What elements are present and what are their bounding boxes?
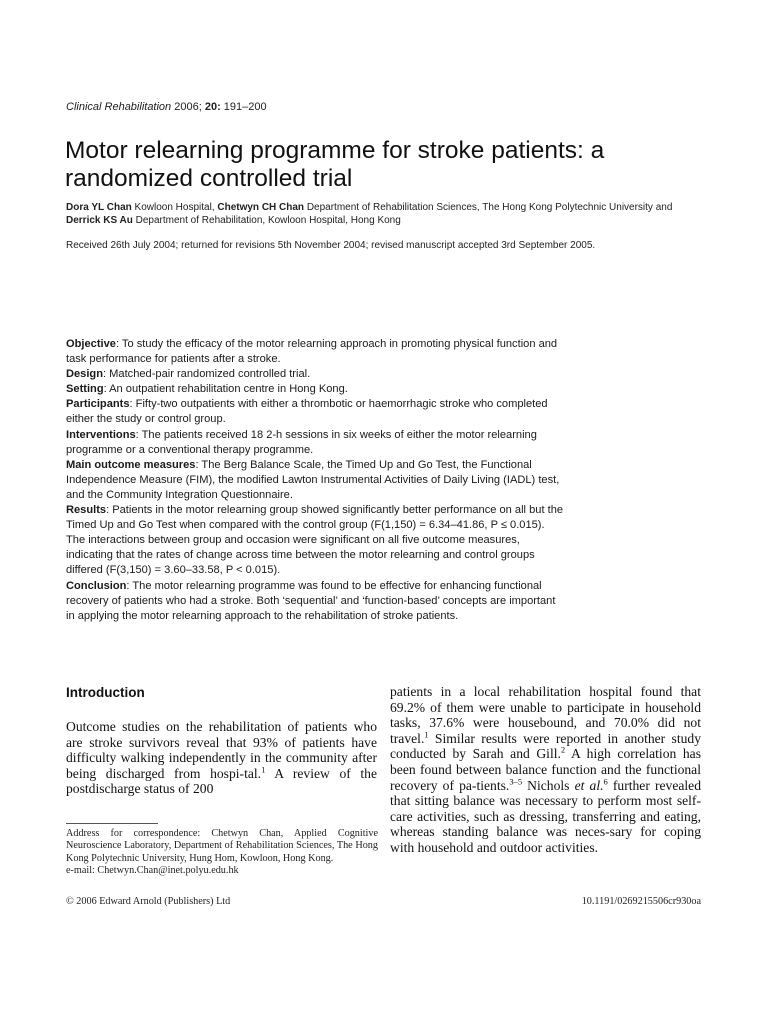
author-name: Derrick KS Au bbox=[66, 215, 133, 226]
citation-ref: 6 bbox=[603, 776, 608, 787]
citation-ref: 3–5 bbox=[509, 776, 523, 787]
abstract-label: Participants bbox=[66, 398, 130, 411]
abstract-conclusion bbox=[66, 579, 566, 624]
author-affiliation: Kowloon Hospital, bbox=[131, 202, 218, 213]
body-text: Outcome studies on the rehabilitation of patients who are stroke survivors reveal that 93% of patients have difficulty walking independently in the community after being discharged from hospi-tal. bbox=[66, 719, 377, 781]
citation-ref: 2 bbox=[560, 744, 566, 755]
abstract-text: : An outpatient rehabilitation centre in Hong Kong. bbox=[103, 383, 348, 396]
author-list bbox=[66, 201, 706, 227]
abstract-text: : The motor relearning programme was found to be effective for enhancing functional recovery of patients who had a stroke. Both ‘sequential’ and ‘function-based’ concepts are important in applying the motor relearning approach to the rehabilitation of stroke patients. bbox=[66, 579, 556, 622]
journal-pages: 191–200 bbox=[223, 101, 267, 113]
journal-volume: 20: bbox=[204, 101, 221, 113]
abstract-text: : The Berg Balance Scale, the Timed Up and Go Test, the Functional Independence Measure (FIM), the modified Lawton Instrumental Activities of Daily Living (IADL) test, and the Community Integration Questionnaire. bbox=[66, 458, 560, 501]
abstract-text: : Fifty-two outpatients with either a thrombotic or haemorrhagic stroke who completed either the study or control group. bbox=[66, 398, 548, 426]
correspondence-email: e-mail: Chetwyn.Chan@inet.polyu.edu.hk bbox=[66, 865, 239, 877]
abstract-label: Main outcome measures bbox=[66, 458, 196, 471]
abstract-interventions bbox=[66, 428, 566, 458]
abstract-setting bbox=[66, 382, 566, 397]
body-text: A review of the postdischarge status of 200 bbox=[66, 765, 378, 797]
section-heading-introduction: Introduction bbox=[66, 685, 145, 700]
abstract-text: : Patients in the motor relearning group showed significantly better performance on all but the Timed Up and Go Test when compared with the control group (F(1,150) = 6.34–41.86, P ≤ 0.015). The interactions between group and occasion were significant on all five outcome measures, indicating that the rates of change across time between the motor relearning and control groups differed (F(3,150) = 3.60–33.58, P < 0.015). bbox=[66, 504, 564, 577]
abstract-label: Design bbox=[66, 368, 103, 381]
body-paragraph bbox=[66, 719, 377, 797]
abstract-results bbox=[66, 503, 566, 578]
body-text: A high correlation has been found between balance function and the functional recovery of pa-tients. bbox=[390, 746, 701, 793]
footnote-divider bbox=[66, 823, 158, 824]
body-paragraph bbox=[390, 684, 701, 856]
abstract-label: Results bbox=[66, 504, 107, 517]
abstract-text: : The patients received 18 2-h sessions in six weeks of either the motor relearning programme or a conventional therapy programme. bbox=[66, 428, 537, 456]
body-text: Similar results were reported in another study conducted by Sarah and Gill. bbox=[390, 730, 701, 762]
abstract-text: : Matched-pair randomized controlled trial. bbox=[103, 368, 311, 381]
et-al: et al. bbox=[574, 777, 604, 793]
citation-ref: 1 bbox=[424, 729, 429, 740]
body-text: Nichols bbox=[522, 777, 575, 793]
abstract bbox=[66, 337, 566, 624]
citation-ref: 1 bbox=[261, 764, 266, 775]
article-title: Motor relearning programme for stroke patients: a randomized controlled trial bbox=[65, 137, 605, 192]
abstract-label: Conclusion bbox=[66, 579, 127, 592]
body-text: further revealed that sitting balance was necessary to perform most self-care activities, such as dressing, transferring and eating, whereas standing balance was neces-sary for coping with household and outdoor activities. bbox=[390, 777, 701, 855]
copyright-notice: © 2006 Edward Arnold (Publishers) Ltd bbox=[66, 896, 231, 907]
abstract-text: : To study the efficacy of the motor relearning approach in promoting physical function and task performance for patients after a stroke. bbox=[66, 338, 558, 366]
abstract-label: Setting bbox=[66, 383, 104, 396]
received-dates: Received 26th July 2004; returned for revisions 5th November 2004; revised manuscript accepted 3rd September 2005. bbox=[66, 240, 596, 251]
abstract-label: Objective bbox=[66, 338, 116, 350]
correspondence-address: Address for correspondence: Chetwyn Chan, Applied Cognitive Neuroscience Laboratory, Department of Rehabilitation Sciences, The Hong Kong Polytechnic University, Hung Hom, Kowloon, Hong Kong. bbox=[66, 828, 378, 864]
author-name: Dora YL Chan bbox=[66, 202, 132, 213]
doi: 10.1191/0269215506cr930oa bbox=[581, 896, 701, 907]
journal-citation bbox=[66, 101, 267, 113]
author-affiliation: Department of Rehabilitation Sciences, The Hong Kong Polytechnic University and bbox=[304, 202, 673, 213]
journal-year: 2006; bbox=[174, 101, 202, 113]
correspondence-footnote bbox=[66, 828, 378, 878]
body-column-right bbox=[390, 684, 701, 856]
abstract-outcome-measures bbox=[66, 458, 566, 503]
journal-name: Clinical Rehabilitation bbox=[66, 101, 172, 113]
author-name: Chetwyn CH Chan bbox=[217, 202, 305, 213]
abstract-objective bbox=[66, 337, 566, 367]
abstract-participants bbox=[66, 397, 566, 427]
abstract-design bbox=[66, 367, 566, 382]
body-column-left bbox=[66, 719, 377, 797]
author-affiliation: Department of Rehabilitation, Kowloon Hospital, Hong Kong bbox=[132, 215, 401, 226]
abstract-label: Interventions bbox=[66, 428, 136, 441]
body-text: patients in a local rehabilitation hospital found that 69.2% of them were unable to participate in household tasks, 37.6% were housebound, and 70.0% did not travel. bbox=[390, 684, 701, 746]
